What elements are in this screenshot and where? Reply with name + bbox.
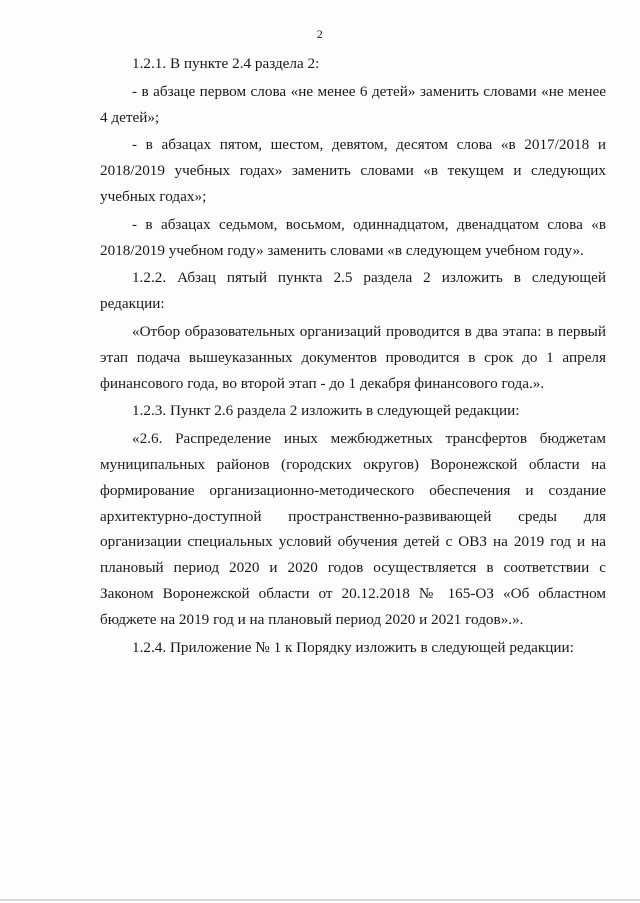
document-body (100, 51, 606, 660)
paragraph-1-2-1: 1.2.1. В пункте 2.4 раздела 2: (132, 55, 320, 72)
paragraph-1-2-2: 1.2.2. Абзац пятый пункта 2.5 раздела 2 изложить в следующей редакции: (100, 269, 606, 313)
paragraph-1-2-4: 1.2.4. Приложение № 1 к Порядку изложить в следующей редакции: (132, 638, 574, 656)
paragraph-1-2-3: 1.2.3. Пункт 2.6 раздела 2 изложить в следующей редакции: (132, 402, 520, 420)
paragraph-quote-selection: «Отбор образовательных организаций проводится в два этапа: в первый этап подача вышеуказанных документов проводится в срок до 1 апреля финансового года, во второй этап - до 1 декабря финансового года.». (100, 322, 606, 392)
page-number: 2 (316, 27, 324, 41)
paragraph-dash-3: - в абзацах седьмом, восьмом, одиннадцатом, двенадцатом слова «в 2018/2019 учебном году» заменить словами «в следующем учебном году». (100, 215, 606, 259)
page-bottom-edge (0, 899, 640, 901)
paragraph-quote-distribution: «2.6. Распределение иных межбюджетных трансфертов бюджетам муниципальных районов (городских округов) Воронежской области на формирование организационно-методического обеспечения и создание архитектурно-доступной пространственно-развивающей среды для организации специальных условий обучения детей с ОВЗ на 2019 год и на плановый период 2020 и 2020 годов осуществляется в соответствии с Законом Воронежской области от 20.12.2018 № 165-ОЗ «Об областном бюджете на 2019 год и на плановый период 2020 и 2021 годов».». (100, 430, 606, 628)
paragraph-dash-2: - в абзацах пятом, шестом, девятом, десятом слова «в 2017/2018 и 2018/2019 учебных годах» заменить словами «в текущем и следующих учебных годах»; (100, 136, 606, 205)
paragraph-dash-1: - в абзаце первом слова «не менее 6 детей» заменить словами «не менее 4 детей»; (100, 82, 606, 126)
